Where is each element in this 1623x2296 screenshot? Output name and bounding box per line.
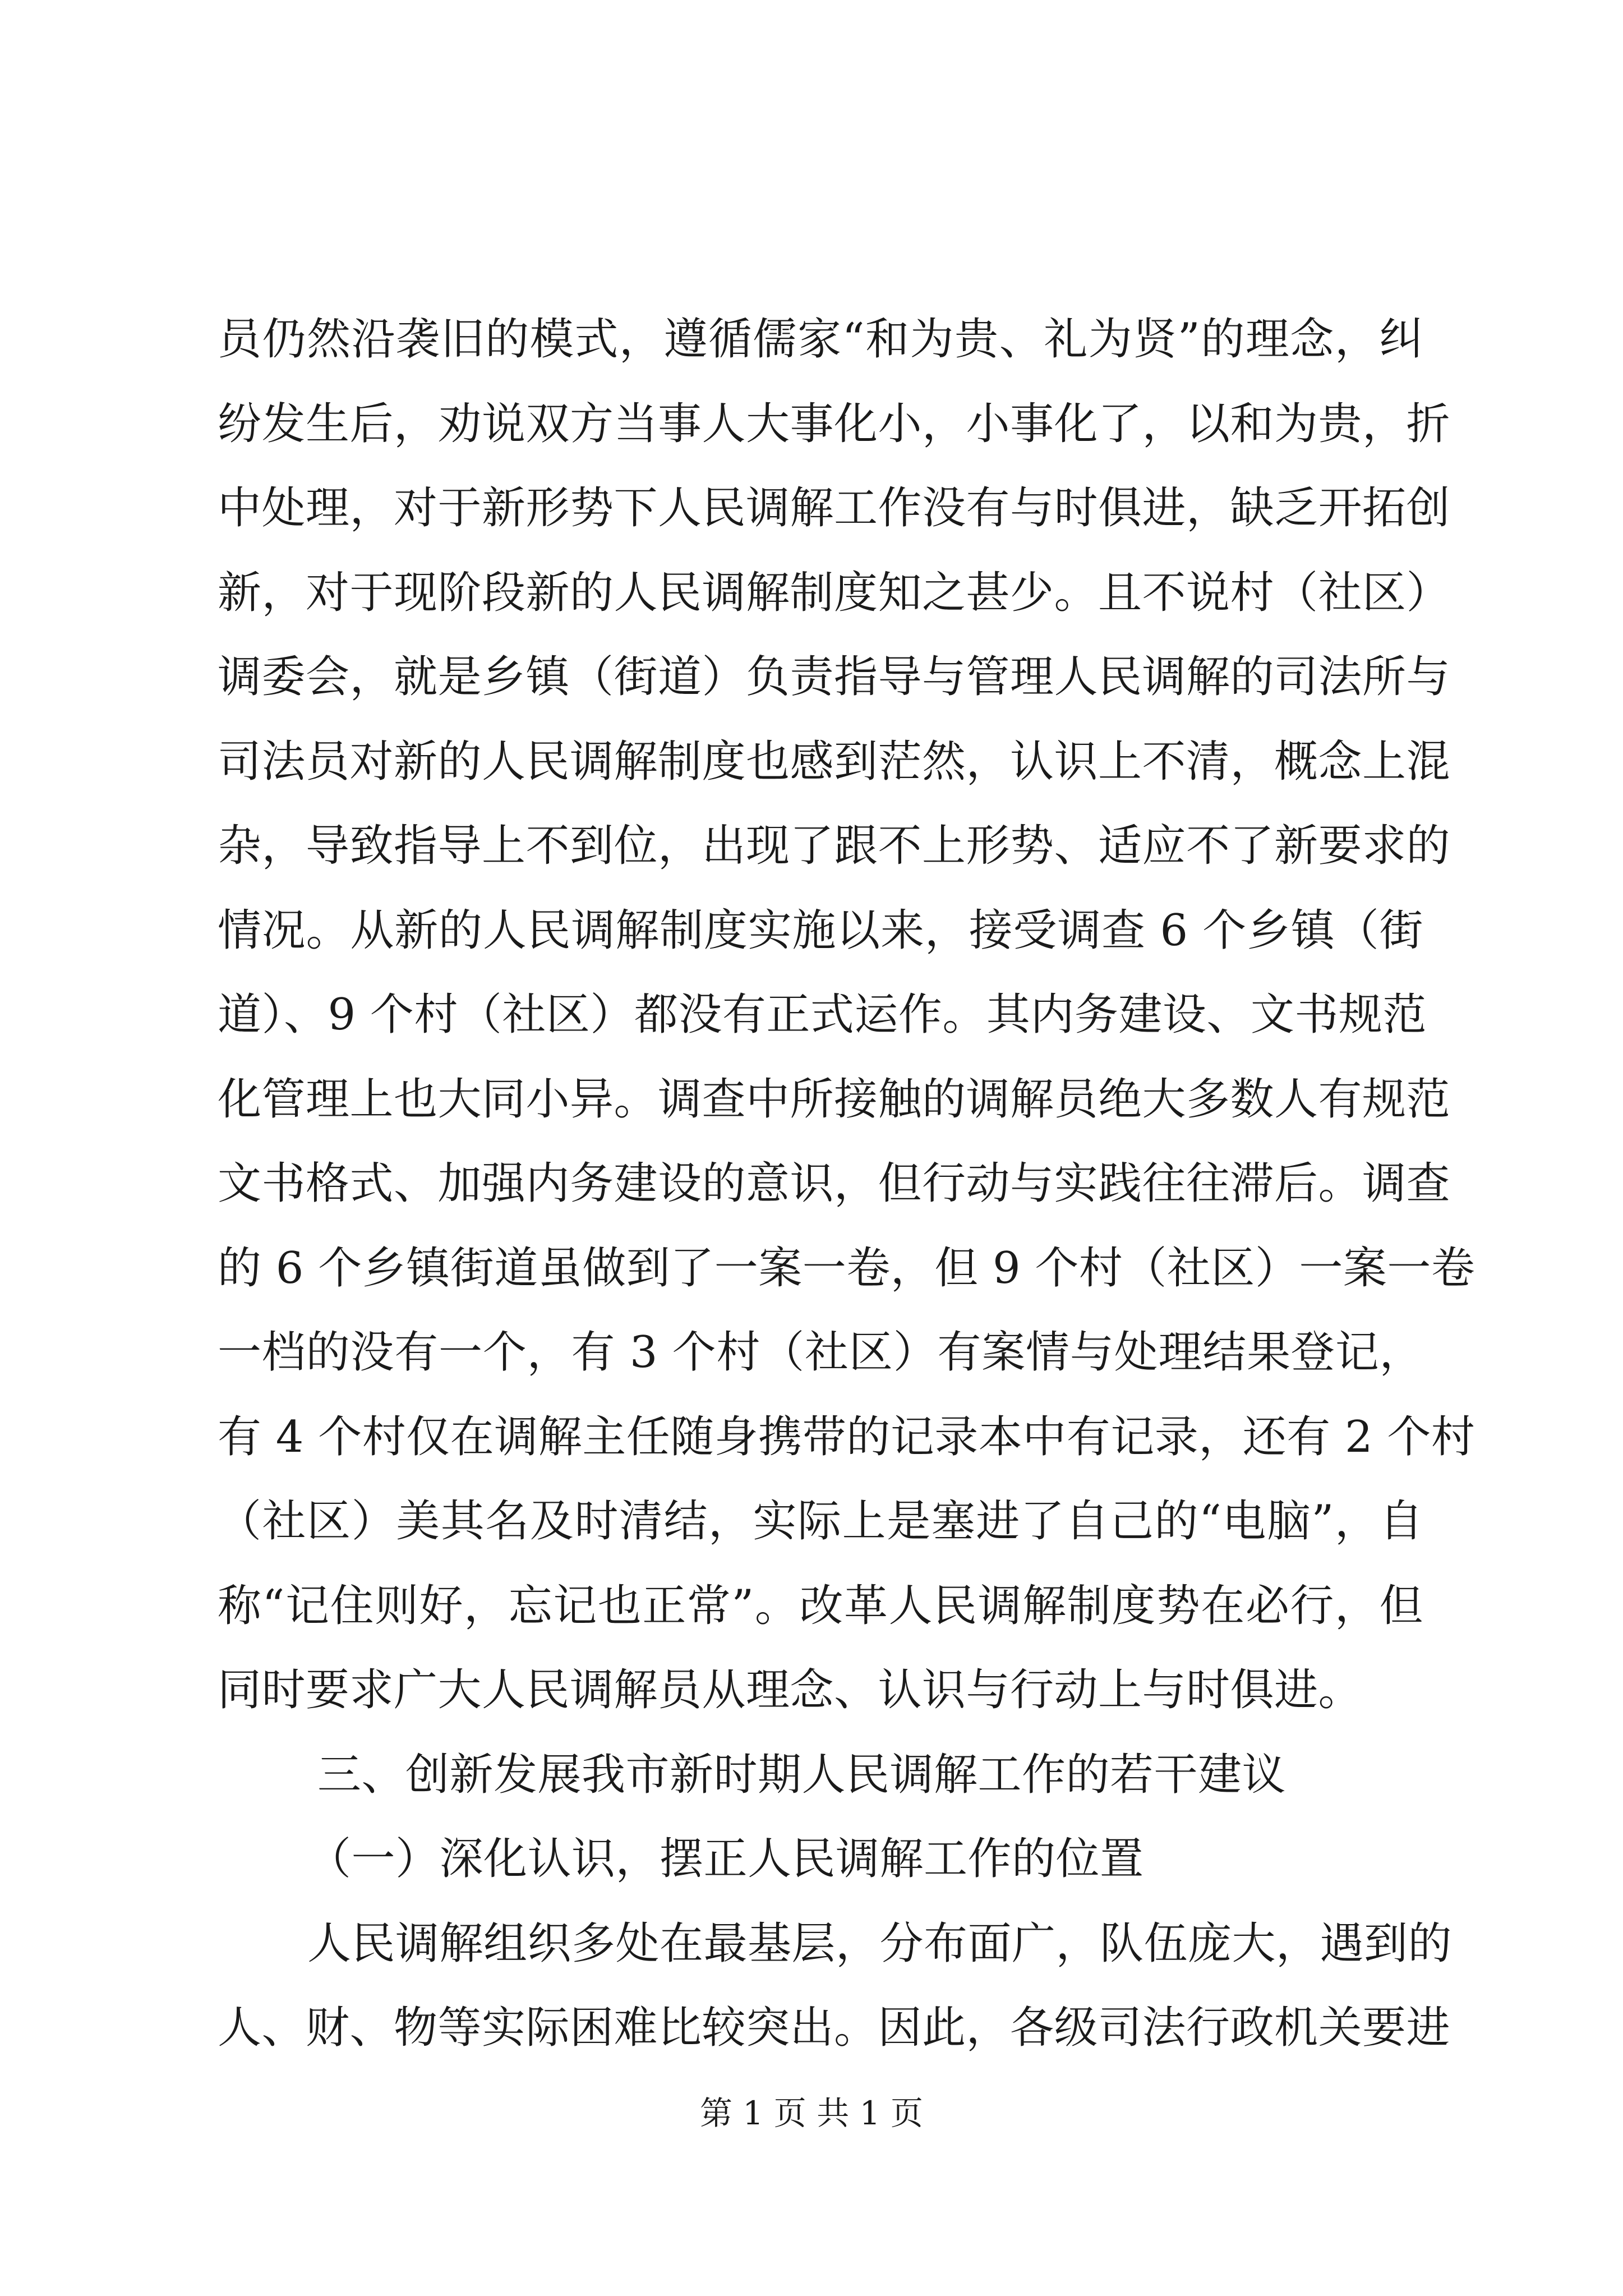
page-footer: 第 1 页 共 1 页	[700, 2094, 923, 2132]
document-body	[218, 297, 1476, 2070]
subsection-heading: （一）深化认识，摆正人民调解工作的位置	[307, 1834, 1144, 1884]
paragraph-line: 人、财、物等实际困难比较突出。因此，各级司法行政机关要进	[218, 2003, 1451, 2053]
paragraph-line: 一档的没有一个，有 3 个村（社区）有案情与处理结果登记，	[218, 1327, 1423, 1378]
paragraph-line: 称“记住则好，忘记也正常”。改革人民调解制度势在必行，但	[218, 1580, 1423, 1631]
paragraph-line: 杂，导致指导上不到位，出现了跟不上形势、适应不了新要求的	[218, 821, 1451, 871]
paragraph-line: 化管理上也大同小异。调查中所接触的调解员绝大多数人有规范	[218, 1074, 1451, 1125]
paragraph-line: 文书格式、加强内务建设的意识，但行动与实践往往滞后。调查	[218, 1158, 1451, 1209]
paragraph-line: 纷发生后，劝说双方当事人大事化小，小事化了，以和为贵，折	[218, 398, 1451, 449]
paragraph-line: 道）、9 个村（社区）都没有正式运作。其内务建设、文书规范	[218, 990, 1427, 1040]
paragraph-line: 有 4 个村仅在调解主任随身携带的记录本中有记录，还有 2 个村	[218, 1411, 1476, 1462]
paragraph-line: 员仍然沿袭旧的模式，遵循儒家“和为贵、礼为贤”的理念，纠	[218, 314, 1423, 365]
paragraph-line: 的 6 个乡镇街道虽做到了一案一卷，但 9 个村（社区）一案一卷	[218, 1243, 1476, 1294]
paragraph-line: 新，对于现阶段新的人民调解制度知之甚少。且不说村（社区）	[218, 567, 1451, 618]
paragraph-line: 情况。从新的人民调解制度实施以来，接受调查 6 个乡镇（街	[218, 905, 1423, 956]
paragraph-line: 调委会，就是乡镇（街道）负责指导与管理人民调解的司法所与	[218, 652, 1451, 702]
paragraph-line: 司法员对新的人民调解制度也感到茫然，认识上不清，概念上混	[218, 736, 1451, 787]
paragraph-line: （社区）美其名及时清结，实际上是塞进了自己的“电脑”，自	[218, 1496, 1423, 1547]
section-heading: 三、创新发展我市新时期人民调解工作的若干建议	[317, 1749, 1287, 1800]
paragraph-line: 同时要求广大人民调解员从理念、认识与行动上与时俱进。	[218, 1665, 1363, 1715]
paragraph-line: 人民调解组织多处在最基层，分布面广，队伍庞大，遇到的	[307, 1918, 1453, 1969]
paragraph-line: 中处理，对于新形势下人民调解工作没有与时俱进，缺乏开拓创	[218, 483, 1451, 533]
